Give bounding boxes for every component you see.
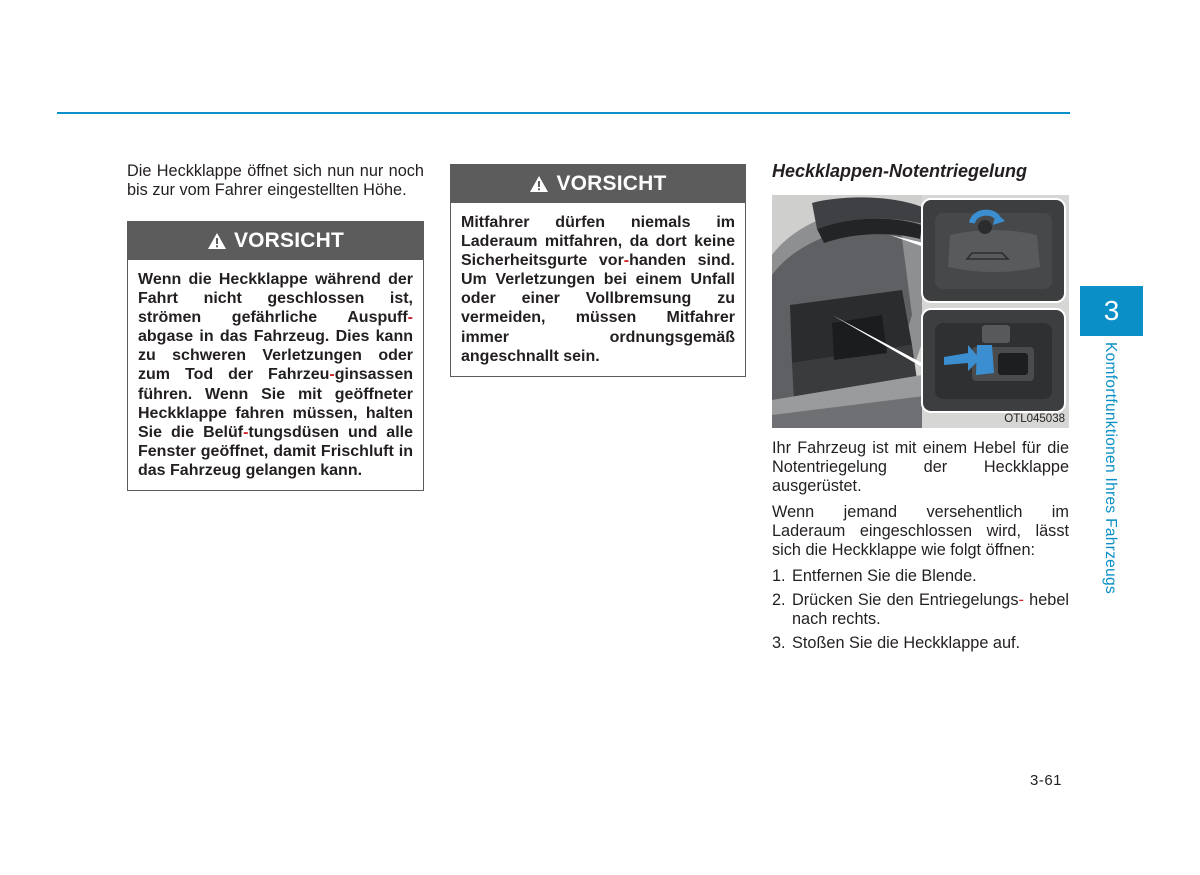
caution-box-exhaust [127,221,424,491]
caution-text: Wenn die Heckklappe während der Fahrt nicht geschlossen ist, strömen gefährliche Auspuff- abgase in das Fahrzeug. Dies kann zu schweren Verletzungen oder zum Tod der Fahrzeu-ginsassen führen. Wenn Sie mit geöffneter Heckklappe fahren müssen, halten Sie die Belüf-tungsdüsen und alle Fenster geöffnet, damit Frischluft in das Fahrzeug gelangen kann. [138,271,413,479]
tailgate-photo [772,195,1069,428]
column-1 [127,162,424,491]
paragraph-locked-in: Wenn jemand versehentlich im Laderaum eingeschlossen wird, lässt sich die Heckklappe wie folgt öffnen: [772,503,1069,559]
chapter-number-tab: 3 [1080,286,1143,336]
caution-title: VORSICHT [233,229,345,252]
caution-title: VORSICHT [556,172,667,195]
column-2 [450,164,746,377]
section-title: Heckklappen-Notentriegelung [772,161,1028,181]
column-3 [772,160,1069,658]
list-item: 2. Drücken Sie den Entriegelungs- hebel nach rechts. [772,591,1069,628]
warning-icon [529,175,549,193]
intro-paragraph: Die Heckklappe öffnet sich nun nur noch bis zur vom Fahrer eingestellten Höhe. [127,162,424,199]
tailgate-illustration [772,195,1069,428]
caution-box-cargo [450,164,746,377]
top-rule [57,112,1070,114]
caution-text: Mitfahrer dürfen niemals im Laderaum mitfahren, da dort keine Sicherheitsgurte vor-handen sind. Um Verletzungen bei einem Unfall oder einer Vollbremsung zu vermeiden, müssen Mitfahrer immer ordnungsgemäß angeschnallt sein. [461,214,735,365]
list-item: 3. Stoßen Sie die Heckklappe auf. [772,634,1021,652]
chapter-title-vertical: Komfortfunktionen Ihres Fahrzeugs [1102,342,1119,594]
warning-icon [207,232,227,250]
paragraph-lever: Ihr Fahrzeug ist mit einem Hebel für die Notentriegelung der Heckklappe ausgerüstet. [772,439,1069,495]
figure-code: OTL045038 [1004,413,1065,425]
page-number: 3-61 [1030,772,1063,789]
caution-header [128,222,423,260]
caution-header [451,165,745,203]
list-item: 1. Entfernen Sie die Blende. [772,567,977,585]
steps-list [772,567,1069,653]
